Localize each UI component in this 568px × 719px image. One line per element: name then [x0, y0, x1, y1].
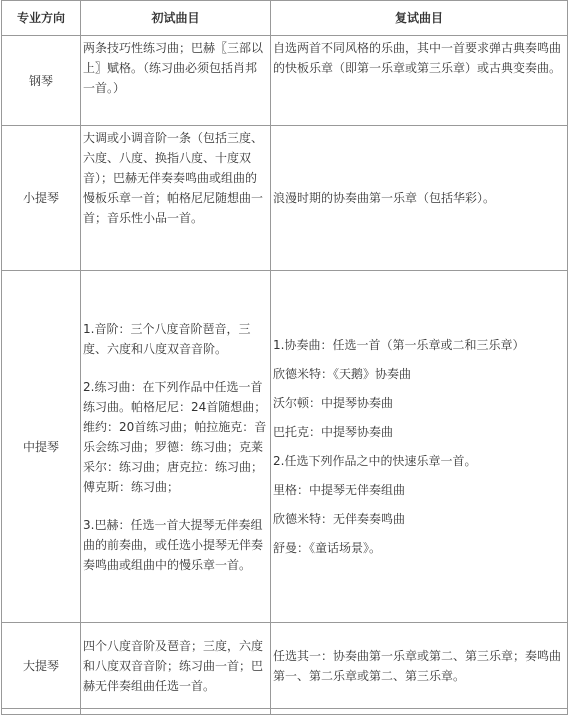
retest-item: 2.任选下列作品之中的快速乐章一首。: [273, 454, 477, 468]
empty-cell: [81, 709, 271, 715]
retest-cell: [271, 126, 568, 271]
direction-cell: 中提琴: [2, 271, 81, 623]
initial-text: 两条技巧性练习曲；巴赫〖三部以上〗赋格。（练习曲必须包括肖邦一首。）: [83, 41, 264, 95]
retest-text: 自选两首不同风格的乐曲，其中一首要求弹古典奏鸣曲的快板乐章（即第一乐章或第三乐章）或古典变奏曲。: [273, 41, 562, 75]
retest-item: 舒曼：《童话场景》。: [273, 541, 382, 555]
retest-text: 浪漫时期的协奏曲第一乐章（包括华彩）。: [273, 191, 496, 205]
initial-text: 四个八度音阶及琶音；三度，六度和八度双音音阶；练习曲一首；巴赫无伴奏组曲任选一首。: [83, 638, 264, 693]
table-row-violin: [2, 126, 568, 271]
direction-cell: 小提琴: [2, 126, 81, 271]
initial-item: 1.音阶：三个八度音阶琶音，三度、六度和八度双音音阶。: [83, 321, 251, 356]
table-header-row: [2, 1, 568, 36]
header-direction: 专业方向: [2, 1, 81, 36]
retest-text: 任选其一：协奏曲第一乐章或第二、第三乐章；奏鸣曲第一、第二乐章或第二、第三乐章。: [273, 648, 562, 683]
table-row-piano: [2, 36, 568, 126]
retest-item: 欣德米特：《天鹅》协奏曲: [273, 367, 412, 381]
retest-cell: [271, 271, 568, 623]
table-row-viola: [2, 271, 568, 623]
initial-text: 大调或小调音阶一条（包括三度、六度、八度、换指八度、十度双音）；巴赫无伴奏奏鸣曲或组曲的慢板乐章一首；帕格尼尼随想曲一首；音乐性小品一首。: [83, 131, 264, 225]
initial-cell: [81, 126, 271, 271]
initial-cell: [81, 36, 271, 126]
empty-cell: [2, 709, 81, 715]
empty-cell: [271, 709, 568, 715]
retest-cell: [271, 36, 568, 126]
retest-cell: [271, 623, 568, 709]
retest-item: 沃尔顿：中提琴协奏曲: [273, 396, 394, 410]
initial-cell: [81, 271, 271, 623]
initial-item: 3.巴赫：任选一首大提琴无伴奏组曲的前奏曲，或任选小提琴无伴奏奏鸣曲或组曲中的慢乐章一首。: [83, 517, 264, 572]
direction-cell: 钢琴: [2, 36, 81, 126]
retest-item: 1.协奏曲：任选一首（第一乐章或二和三乐章）: [273, 338, 525, 352]
retest-item: 巴托克：中提琴协奏曲: [273, 425, 394, 439]
table-row-cello: [2, 623, 568, 709]
table-row-partial: [2, 709, 568, 715]
initial-item: 2.练习曲：在下列作品中任选一首练习曲。帕格尼尼：24首随想曲；维约：20首练习曲；帕拉施克：音乐会练习曲；罗德：练习曲；克莱采尔：练习曲；唐克拉：练习曲；傅克斯：练习曲；: [83, 379, 267, 494]
retest-item: 欣德米特：无伴奏奏鸣曲: [273, 512, 406, 526]
header-retest: 复试曲目: [271, 1, 568, 36]
header-initial: 初试曲目: [81, 1, 271, 36]
direction-cell: 大提琴: [2, 623, 81, 709]
initial-cell: [81, 623, 271, 709]
retest-item: 里格：中提琴无伴奏组曲: [273, 483, 406, 497]
repertoire-table: [1, 0, 568, 715]
